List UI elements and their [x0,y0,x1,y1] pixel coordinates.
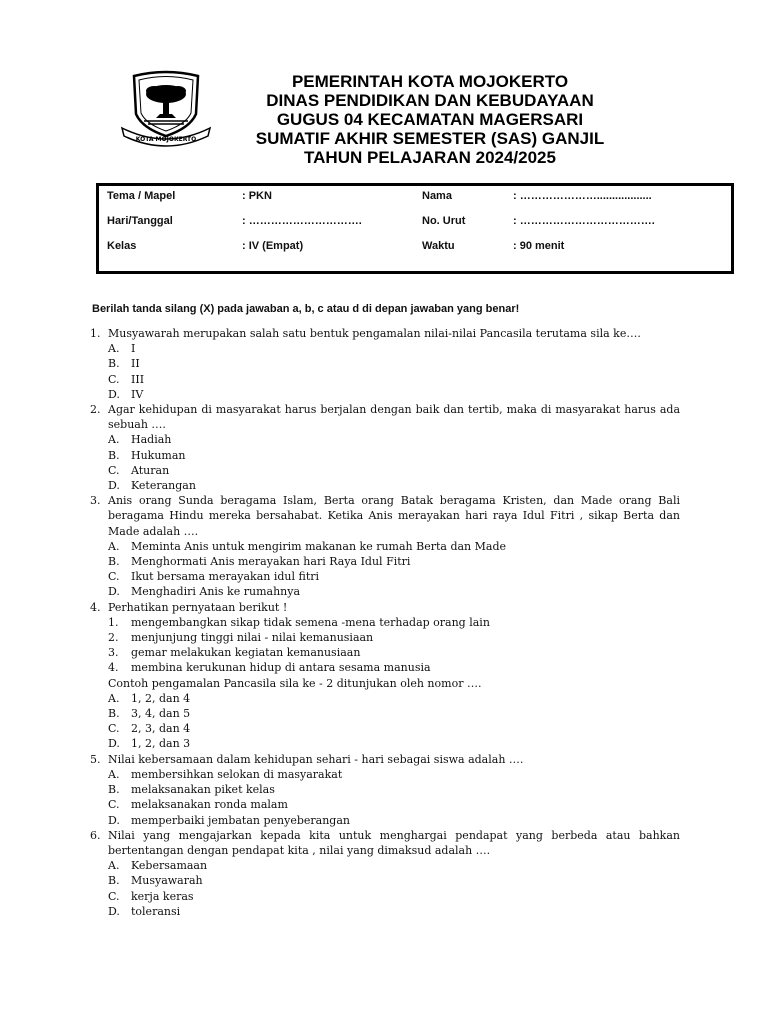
option-letter: C. [108,463,120,477]
answer-option[interactable] [108,904,680,919]
kota-mojokerto-logo [120,70,212,148]
logo-ribbon-text: KOTA MOJOKERTO [135,136,197,143]
option-letter: C. [108,798,120,812]
option-text: Menghormati Anis merayakan hari Raya Idul Fitri [131,555,411,569]
option-letter: C. [108,372,120,386]
option-letter: C. [108,570,120,584]
question-number: 4. [90,600,101,614]
option-text: melaksanakan ronda malam [131,798,288,812]
question-prompt: Contoh pengamalan Pancasila sila ke - 2 ditunjukan oleh nomor …. [108,676,482,690]
question-number: 6. [90,828,101,842]
option-letter: B. [108,555,120,569]
option-text: 1, 2, dan 4 [131,691,191,705]
option-letter: C. [108,889,120,903]
answer-option[interactable] [108,858,680,873]
document-header [200,72,660,167]
option-text: melaksanakan piket kelas [131,783,275,797]
option-text: Meminta Anis untuk mengirim makanan ke rumah Berta dan Made [131,539,506,553]
statement-text: gemar melakukan kegiatan kemanusiaan [131,646,361,660]
answer-option[interactable] [108,767,680,782]
option-letter: D. [108,387,120,401]
question-number: 1. [90,327,101,340]
answer-option[interactable] [108,889,680,904]
info-row-subject [99,190,731,204]
option-text: Ikut bersama merayakan idul fitri [131,570,320,584]
option-text: III [131,372,145,386]
header-line-government: PEMERINTAH KOTA MOJOKERTO [291,72,569,91]
option-text: Musyawarah [131,874,203,888]
answer-option[interactable] [108,797,680,812]
statement-number: 2. [108,631,119,645]
statement-number: 3. [108,646,119,660]
info-label: Nama [422,190,452,202]
option-letter: B. [108,783,120,797]
option-letter: D. [108,813,120,827]
question-text: Musyawarah merupakan salah satu bentuk pengamalan nilai-nilai Pancasila terutama sila ke…. [108,327,641,340]
statement-item [108,660,680,675]
statement-item [108,615,680,630]
answer-option[interactable] [108,341,680,356]
number-field[interactable]: : ………………………………. [513,215,655,227]
question-1 [90,326,680,402]
question-5 [90,752,680,828]
option-letter: B. [108,874,120,888]
answer-option[interactable] [108,584,680,599]
header-line-school-year: TAHUN PELAJARAN 2024/2025 [304,148,556,167]
option-letter: A. [108,767,120,781]
option-text: 3, 4, dan 5 [131,707,191,721]
info-label: Waktu [422,240,455,252]
option-letter: D. [108,737,120,751]
statement-item [108,630,680,645]
answer-option[interactable] [108,463,680,478]
answer-option[interactable] [108,554,680,569]
answer-option[interactable] [108,691,680,706]
option-text: Keterangan [131,479,196,493]
option-letter: A. [108,691,120,705]
statement-number: 1. [108,615,119,629]
question-text: Perhatikan pernyataan berikut ! [108,600,288,614]
answer-option[interactable] [108,356,680,371]
answer-option[interactable] [108,372,680,387]
header-line-exam-title: SUMATIF AKHIR SEMESTER (SAS) GANJIL [255,129,605,148]
answer-option[interactable] [108,721,680,736]
question-text: Nilai kebersamaan dalam kehidupan sehari - hari sebagai siswa adalah …. [108,752,524,766]
answer-option[interactable] [108,387,680,402]
option-letter: B. [108,448,120,462]
answer-option[interactable] [108,478,680,493]
option-text: Hukuman [131,448,186,462]
option-text: Kebersamaan [131,859,208,873]
info-value: : 90 menit [513,240,565,252]
question-3 [90,493,680,599]
option-letter: D. [108,585,120,599]
answer-option[interactable] [108,706,680,721]
option-text: IV [131,387,144,401]
option-text: II [131,357,140,371]
statement-text: membina kerukunan hidup di antara sesama manusia [131,661,431,675]
info-label: Tema / Mapel [107,190,176,202]
question-text: Agar kehidupan di masyarakat harus berjalan dengan baik dan tertib, maka di masyarakat harus ada sebuah …. [108,403,680,432]
statement-item [108,645,680,660]
question-text: Nilai yang mengajarkan kepada kita untuk menghargai pendapat yang berbeda atau bahkan bertentangan dengan pendapat kita , nilai yang dimaksud adalah …. [108,828,680,857]
question-number: 5. [90,752,101,766]
info-row-date [99,215,731,229]
name-field[interactable]: : ………………….................. [513,190,652,202]
option-letter: D. [108,479,120,493]
option-letter: A. [108,539,120,553]
answer-option[interactable] [108,448,680,463]
header-line-department: DINAS PENDIDIKAN DAN KEBUDAYAAN [266,91,594,110]
option-text: toleransi [131,904,181,918]
option-letter: B. [108,707,120,721]
option-text: I [131,342,136,356]
answer-option[interactable] [108,873,680,888]
info-row-class [99,240,731,254]
option-letter: B. [108,357,120,371]
question-list [90,326,680,919]
option-letter: A. [108,859,120,873]
info-label: Kelas [107,240,137,252]
question-6 [90,828,680,919]
option-letter: A. [108,342,120,356]
answer-option[interactable] [108,539,680,554]
info-value: : PKN [242,190,272,202]
option-letter: D. [108,904,120,918]
statement-number: 4. [108,661,119,675]
answer-option[interactable] [108,432,680,447]
question-number: 2. [90,403,101,417]
date-field[interactable]: : …………………………. [242,215,362,227]
question-text: Anis orang Sunda beragama Islam, Berta orang Batak beragama Kristen, dan Made orang Bali beragama Hindu mereka bersahabat. Ketika Anis merayakan hari raya Idul Fitri , sikap Berta dan Made adalah …. [108,494,680,538]
option-text: 1, 2, dan 3 [131,737,191,751]
answer-option[interactable] [108,782,680,797]
option-text: Aturan [131,463,170,477]
statement-text: menjunjung tinggi nilai - nilai kemanusiaan [131,631,374,645]
info-label: Hari/Tanggal [107,215,173,227]
option-text: 2, 3, dan 4 [131,722,191,736]
question-2 [90,402,680,493]
question-number: 3. [90,494,101,508]
option-text: membersihkan selokan di masyarakat [131,767,343,781]
student-info-box [96,183,734,274]
option-text: kerja keras [131,889,194,903]
option-text: Hadiah [131,433,172,447]
answer-option[interactable] [108,736,680,751]
option-text: memperbaiki jembatan penyeberangan [131,813,350,827]
info-value: : IV (Empat) [242,240,304,252]
answer-option[interactable] [108,569,680,584]
answer-option[interactable] [108,813,680,828]
statement-text: mengembangkan sikap tidak semena -mena terhadap orang lain [131,615,490,629]
option-letter: C. [108,722,120,736]
info-label: No. Urut [422,215,466,227]
question-4 [90,600,680,752]
option-letter: A. [108,433,120,447]
option-text: Menghadiri Anis ke rumahnya [131,585,301,599]
header-line-cluster: GUGUS 04 KECAMATAN MAGERSARI [276,110,584,129]
instruction-text: Berilah tanda silang (X) pada jawaban a, b, c atau d di depan jawaban yang benar! [92,303,520,315]
